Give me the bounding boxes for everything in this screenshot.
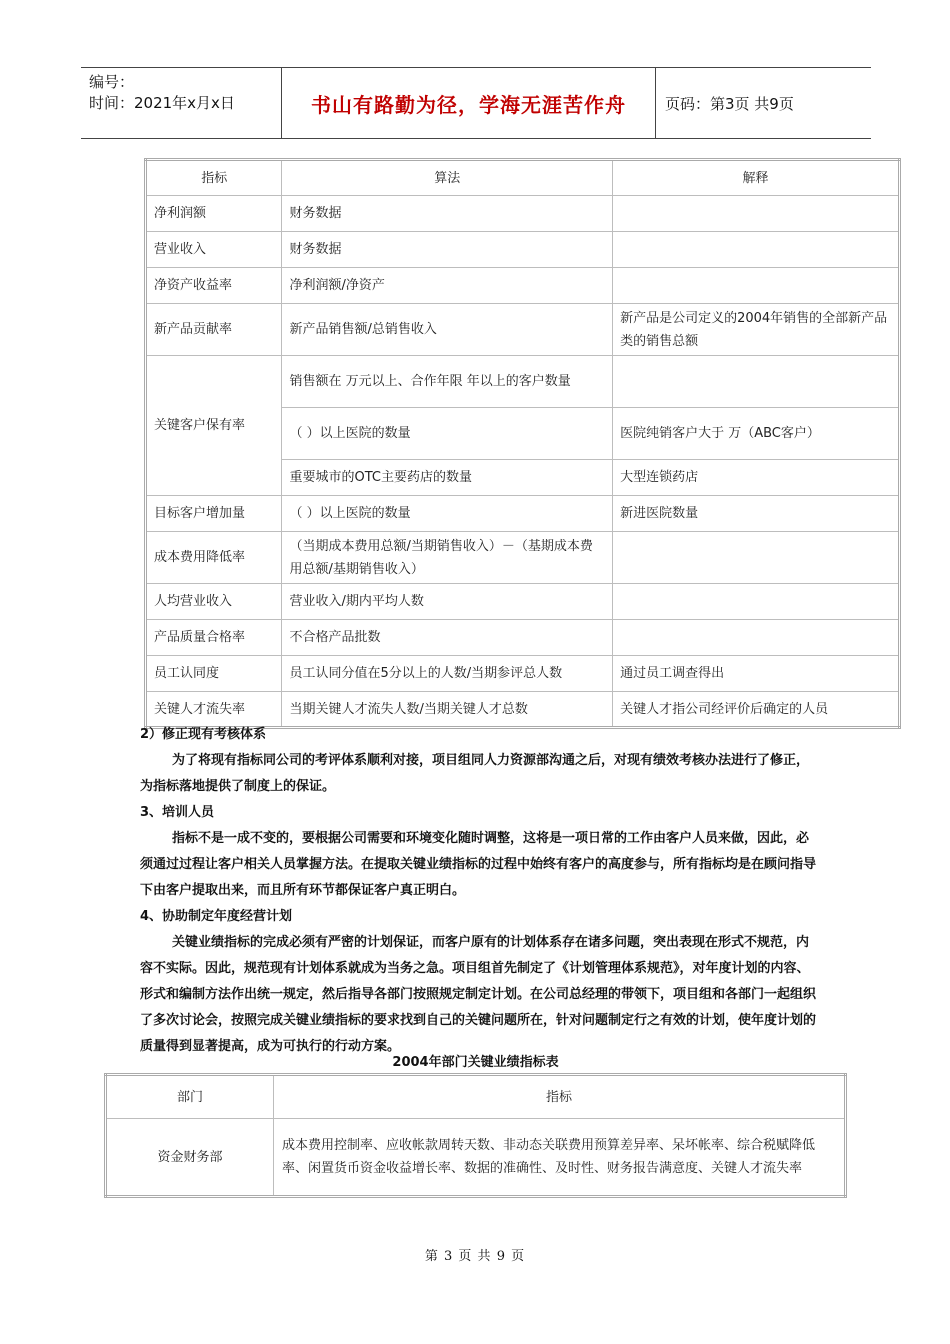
indicator-note: 医院纯销客户大于 万（ABC客户） xyxy=(613,408,900,460)
indicator-name: 营业收入 xyxy=(146,232,282,268)
indicator-name: 成本费用降低率 xyxy=(146,532,282,584)
indicator-algo: 员工认同分值在5分以上的人数/当期参评总人数 xyxy=(282,656,613,692)
table-row xyxy=(146,304,900,356)
table-row xyxy=(146,656,900,692)
indicator-algo: 财务数据 xyxy=(282,196,613,232)
page-footer: 第 3 页 共 9 页 xyxy=(424,1249,526,1264)
indicator-note: 通过员工调查得出 xyxy=(613,656,900,692)
indicator-note: 新进医院数量 xyxy=(613,496,900,532)
section-title: 2）修正现有考核体系 xyxy=(140,727,267,742)
indicator-algo: 净利润额/净资产 xyxy=(282,268,613,304)
table-row xyxy=(146,196,900,232)
indicator-note: 关键人才指公司经评价后确定的人员 xyxy=(613,692,900,728)
section-title: 4、协助制定年度经营计划 xyxy=(140,909,293,924)
dept-table-caption: 2004年部门关键业绩指标表 xyxy=(392,1055,559,1070)
table-row xyxy=(146,584,900,620)
indicator-note xyxy=(613,232,900,268)
indicator-algo: 财务数据 xyxy=(282,232,613,268)
header-cell: 指标 xyxy=(274,1075,846,1119)
indicator-name: 产品质量合格率 xyxy=(146,620,282,656)
page-header xyxy=(81,67,871,139)
body-text xyxy=(140,722,820,1060)
table-row xyxy=(146,496,900,532)
header-cell: 部门 xyxy=(106,1075,274,1119)
header-meta xyxy=(81,68,281,138)
indicator-note xyxy=(613,268,900,304)
table-row xyxy=(106,1119,846,1197)
header-motto: 书山有路勤为径，学海无涯苦作舟 xyxy=(281,68,656,138)
indicator-algo: 新产品销售额/总销售收入 xyxy=(282,304,613,356)
indicator-algo: 重要城市的OTC主要药店的数量 xyxy=(282,460,613,496)
header-cell: 解释 xyxy=(613,160,900,196)
section-title: 3、培训人员 xyxy=(140,805,215,820)
indicator-name: 净利润额 xyxy=(146,196,282,232)
indicator-note xyxy=(613,532,900,584)
header-page-label: 页码：第3页 共9页 xyxy=(665,94,794,113)
indicator-name: 目标客户增加量 xyxy=(146,496,282,532)
indicator-name: 净资产收益率 xyxy=(146,268,282,304)
date-label: 时间：2021年x月x日 xyxy=(89,94,235,112)
indicator-name: 新产品贡献率 xyxy=(146,304,282,356)
table-row xyxy=(146,232,900,268)
indicator-algo: （当期成本费用总额/当期销售收入）－（基期成本费用总额/基期销售收入） xyxy=(282,532,613,584)
indicator-algo: （ ）以上医院的数量 xyxy=(282,496,613,532)
indicator-note xyxy=(613,584,900,620)
indicator-algo: 不合格产品批数 xyxy=(282,620,613,656)
section-paragraph: 关键业绩指标的完成必须有严密的计划保证，而客户原有的计划体系存在诸多问题，突出表现在形式不规范，内容不实际。因此，规范现有计划体系就成为当务之急。项目组首先制定了《计划管理体系规范》，对年度计划的内容、形式和编制方法作出统一规定，然后指导各部门按照规定制定计划。在公司总经理的带领下，项目组和各部门一起组织了多次讨论会，按照完成关键业绩指标的要求找到自己的关键问题所在，针对问题制定行之有效的计划，使年度计划的质量得到显著提高，成为可执行的行动方案。 xyxy=(140,935,817,1054)
indicator-note: 新产品是公司定义的2004年销售的全部新产品类的销售总额 xyxy=(613,304,900,356)
table-row xyxy=(146,356,900,408)
header-cell: 指标 xyxy=(146,160,282,196)
table-header-row xyxy=(106,1075,846,1119)
indicator-algo: 当期关键人才流失人数/当期关键人才总数 xyxy=(282,692,613,728)
section-paragraph: 为了将现有指标同公司的考评体系顺利对接，项目组同人力资源部沟通之后，对现有绩效考核办法进行了修正，为指标落地提供了制度上的保证。 xyxy=(140,753,810,794)
table-row xyxy=(146,268,900,304)
indicator-note: 大型连锁药店 xyxy=(613,460,900,496)
dept-kpi-table xyxy=(104,1073,847,1198)
table-row xyxy=(146,532,900,584)
indicator-algo: 销售额在 万元以上、合作年限 年以上的客户数量 xyxy=(282,356,613,408)
indicator-name: 关键客户保有率 xyxy=(146,356,282,496)
indicator-name: 关键人才流失率 xyxy=(146,692,282,728)
indicator-note xyxy=(613,196,900,232)
table-header-row xyxy=(146,160,900,196)
section-paragraph: 指标不是一成不变的，要根据公司需要和环境变化随时调整，这将是一项日常的工作由客户人员来做，因此，必须通过过程让客户相关人员掌握方法。在提取关键业绩指标的过程中始终有客户的高度参与，所有指标均是在顾问指导下由客户提取出来，而且所有环节都保证客户真正明白。 xyxy=(140,831,817,898)
dept-name: 资金财务部 xyxy=(106,1119,274,1197)
indicator-note xyxy=(613,620,900,656)
indicator-note xyxy=(613,356,900,408)
dept-kpis: 成本费用控制率、应收帐款周转天数、非动态关联费用预算差异率、呆坏帐率、综合税赋降低率、闲置货币资金收益增长率、数据的准确性、及时性、财务报告满意度、关键人才流失率 xyxy=(274,1119,846,1197)
indicator-name: 人均营业收入 xyxy=(146,584,282,620)
indicator-algo: （ ）以上医院的数量 xyxy=(282,408,613,460)
number-label: 编号： xyxy=(89,73,135,91)
indicator-name: 员工认同度 xyxy=(146,656,282,692)
indicator-table xyxy=(144,158,901,729)
table-row xyxy=(146,620,900,656)
indicator-algo: 营业收入/期内平均人数 xyxy=(282,584,613,620)
header-cell: 算法 xyxy=(282,160,613,196)
